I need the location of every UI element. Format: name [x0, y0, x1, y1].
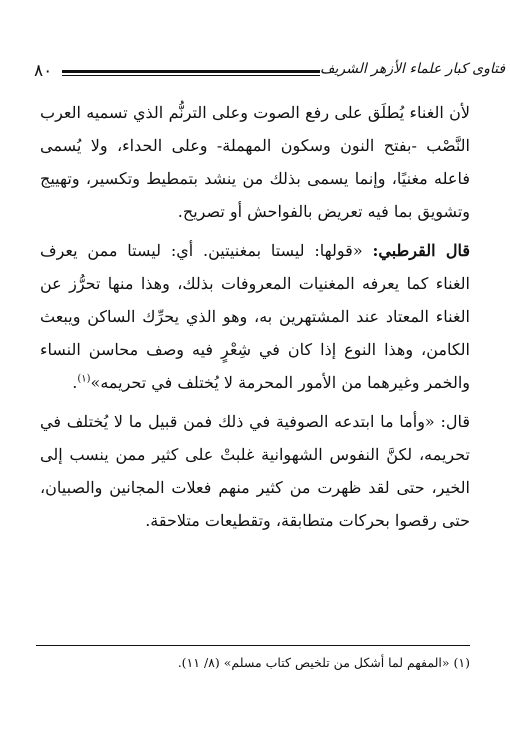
paragraph-2: قال القرطبي: «قولها: ليستا بمغنيتين. أي: ليستا ممن يعرف الغناء كما يعرفه المغنيات المعروفات بذلك، وهذا منها تحرُّز عن الغناء المعتاد عند المشتهرين به، وهو الذي يحرِّك الساكن ويبعث الكامن، وهذا النوع إذا كان في شِعْرٍ فيه وصف محاسن النساء والخمر وغيرهما من الأمور المحرمة لا يُختلف في تحريمه»$^{(١)}$. [40, 241, 471, 392]
paragraph-2-lead: قال القرطبي: [372, 241, 471, 260]
header-rule-thin [62, 75, 320, 76]
footnote-marker: (١) [77, 373, 91, 385]
header-rule [62, 70, 320, 73]
paragraph-1 [40, 96, 470, 228]
paragraph-1-text: لأن الغناء يُطلَق على رفع الصوت وعلى الترنُّم الذي تسميه العرب النَّصْب -بفتح النون وسكون المهملة- وعلى الحداء، ولا يُسمى فاعله مغنيًا، وإنما يسمى بذلك من ينشد بتمطيط وتكسير، وتهييج وتشويق بما فيه تعريض بالفواحش أو تصريح. [40, 103, 471, 221]
paragraph-3 [40, 405, 470, 537]
footnote-rule [36, 645, 470, 646]
page-number: ٨٠ [34, 61, 53, 81]
main-text [40, 96, 470, 537]
running-header [34, 60, 506, 84]
book-title: فتاوى كبار علماء الأزهر الشريف [320, 61, 506, 77]
paragraph-3-text: قال: «وأما ما ابتدعه الصوفية في ذلك فمن قبيل ما لا يُختلف في تحريمه، لكنَّ النفوس الشهوانية غلبتْ على كثير ممن ينسب إلى الخير، حتى لقد ظهرت من كثير منهم فعلات المجانين والصبيان، حتى رقصوا بحركات متطابقة، وتقطيعات متلاحقة. [40, 412, 471, 530]
footnote: (١) «المفهم لما أشكل من تلخيص كتاب مسلم» (٨/ ١١). [177, 655, 470, 670]
paragraph-2-text: «قولها: ليستا بمغنيتين. أي: ليستا ممن يعرف الغناء كما يعرفه المغنيات المعروفات بذلك، وهذا منها تحرُّز عن الغناء المعتاد عند المشتهرين به، وهو الذي يحرِّك الساكن ويبعث الكامن، وهذا النوع إذا كان في شِعْرٍ فيه وصف محاسن النساء والخمر وغيرهما من الأمور المحرمة لا يُختلف في تحريمه» [40, 241, 470, 392]
